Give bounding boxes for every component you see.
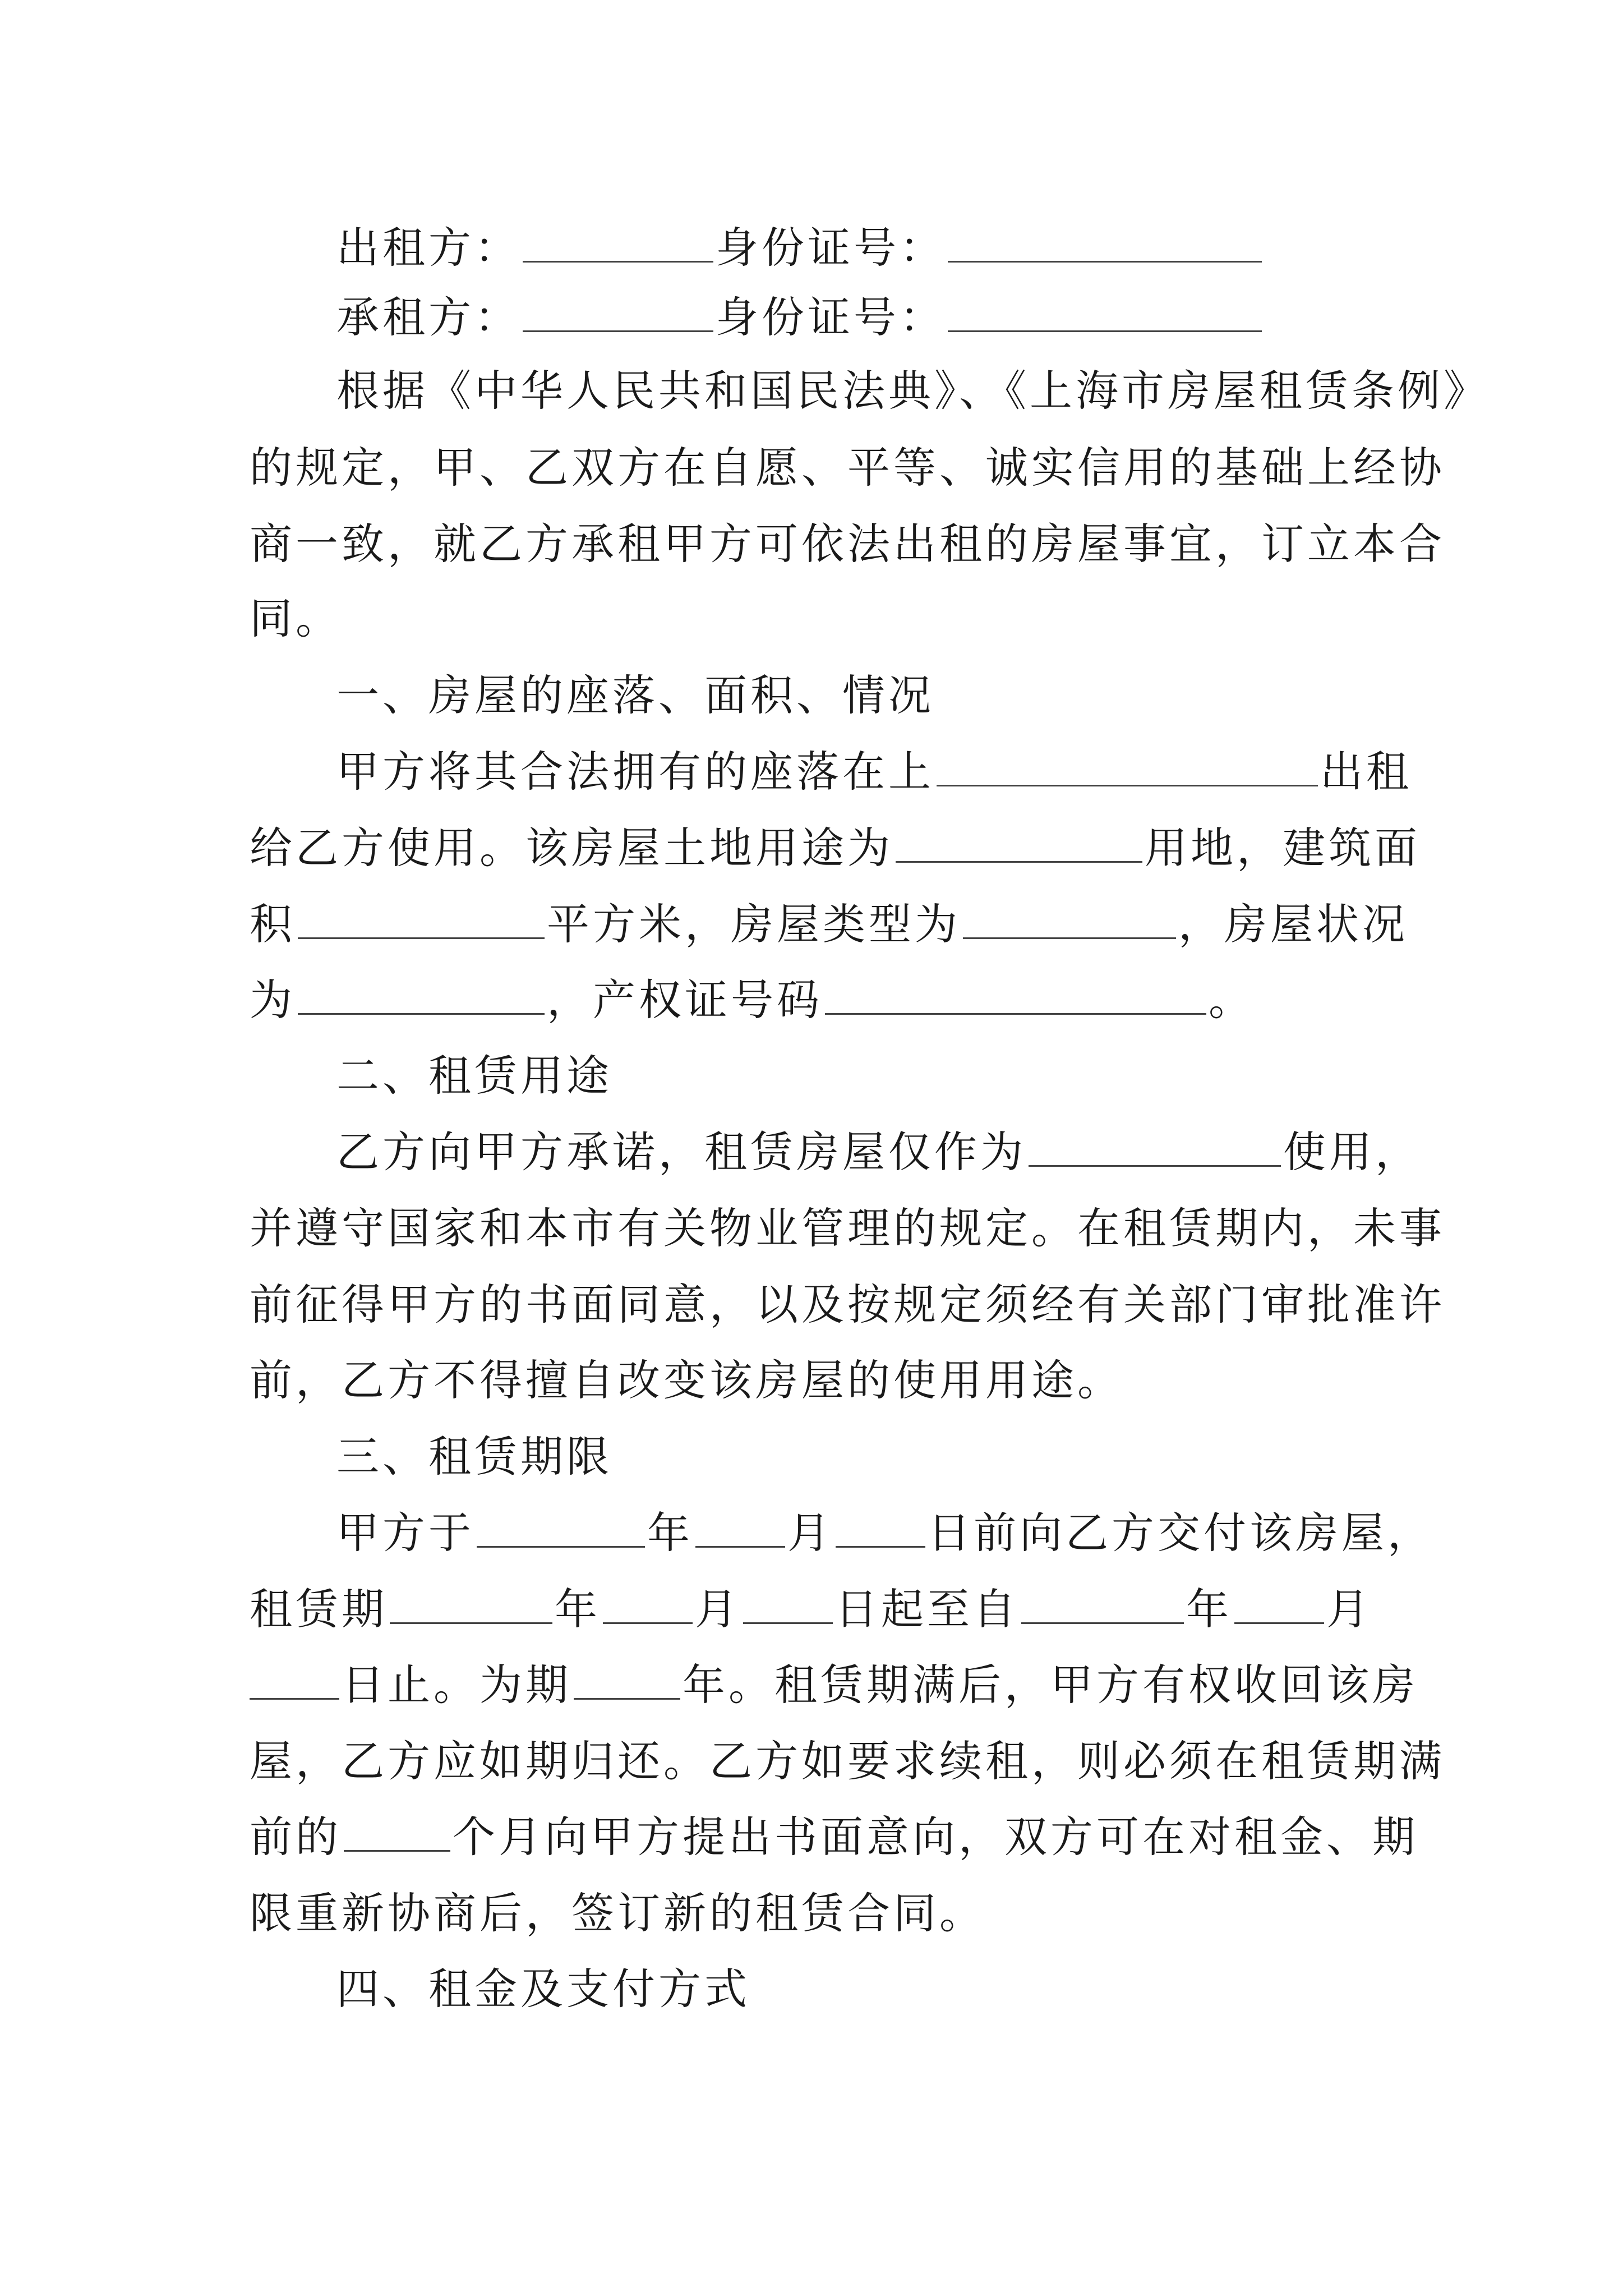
term-years-blank <box>574 1662 680 1700</box>
text-segment: 日前向乙方交付该房屋， <box>928 1508 1433 1558</box>
text-segment: ，产权证号码 <box>547 975 823 1025</box>
section1-line-1 <box>336 744 1514 800</box>
condition-blank <box>298 977 545 1015</box>
area-blank <box>298 901 545 939</box>
lessee-id-blank <box>948 295 1262 332</box>
text-segment: 为 <box>250 975 296 1025</box>
text-segment: 月 <box>1326 1584 1372 1634</box>
intro-line-2: 的规定，甲、乙双方在自愿、平等、诚实信用的基础上经协 <box>250 443 1445 493</box>
text-segment: 日止。为期 <box>342 1660 571 1710</box>
lessor-id-blank <box>948 225 1262 263</box>
text-segment: 乙方向甲方承诺，租赁房屋仅作为 <box>336 1127 1026 1177</box>
text-segment: 给乙方使用。该房屋土地用途为 <box>250 823 893 873</box>
lessee-name-blank <box>523 295 713 332</box>
text-segment: 租赁期 <box>250 1584 388 1634</box>
text-segment: 平方米，房屋类型为 <box>547 899 961 949</box>
intro-line-3: 商一致，就乙方承租甲方可依法出租的房屋事宜，订立本合 <box>250 519 1445 569</box>
notice-months-blank <box>344 1814 450 1852</box>
delivery-year-blank <box>477 1510 645 1548</box>
text-segment: ，房屋状况 <box>1178 899 1408 949</box>
text-segment: 个月向甲方提出书面意向，双方可在对租金、期 <box>453 1812 1418 1862</box>
text-segment: 积 <box>250 899 296 949</box>
lessor-id-label: 身份证号： <box>716 223 946 273</box>
text-segment: 年。租赁期满后，甲方有权收回该房 <box>683 1660 1418 1710</box>
end-month-blank <box>1234 1586 1324 1624</box>
start-year-blank <box>390 1586 552 1624</box>
lessee-label: 承租方： <box>336 292 520 342</box>
land-use-blank <box>896 825 1142 863</box>
text-segment: 月 <box>695 1584 741 1634</box>
section2-line-2: 并遵守国家和本市有关物业管理的规定。在租赁期内，未事 <box>250 1203 1445 1253</box>
usage-blank <box>1029 1129 1281 1167</box>
section1-line-3 <box>250 896 1427 953</box>
section1-line-4 <box>250 972 1427 1028</box>
text-segment: 月 <box>787 1508 833 1558</box>
section2-line-1 <box>336 1124 1514 1180</box>
section1-line-2 <box>250 820 1427 876</box>
text-segment: 前的 <box>250 1812 342 1862</box>
text-segment: 出租 <box>1320 747 1412 797</box>
section3-line-5 <box>250 1809 1427 1865</box>
section4-heading: 四、租金及支付方式 <box>336 1964 750 2014</box>
section3-heading: 三、租赁期限 <box>336 1432 612 1481</box>
end-year-blank <box>1021 1586 1184 1624</box>
text-segment: 日起至自 <box>835 1584 1019 1634</box>
section3-line-2 <box>250 1581 1427 1637</box>
intro-line-4: 同。 <box>250 593 342 643</box>
delivery-day-blank <box>836 1510 925 1548</box>
lessee-id-label: 身份证号： <box>716 292 946 342</box>
section3-line-4: 屋，乙方应如期归还。乙方如要求续租，则必须在租赁期满 <box>250 1736 1445 1786</box>
lessor-line <box>336 220 1514 276</box>
start-month-blank <box>603 1586 693 1624</box>
text-segment: 。 <box>1209 975 1255 1025</box>
text-segment: 年 <box>647 1508 693 1558</box>
delivery-month-blank <box>695 1510 785 1548</box>
end-day-blank <box>250 1662 339 1700</box>
section3-line-3 <box>250 1657 1427 1713</box>
text-segment: 使用， <box>1283 1127 1421 1177</box>
location-blank <box>937 749 1318 786</box>
lessor-name-blank <box>523 225 713 263</box>
text-segment: 年 <box>1186 1584 1232 1634</box>
text-segment: 用地，建筑面 <box>1145 823 1421 873</box>
start-day-blank <box>743 1586 833 1624</box>
section3-line-1 <box>336 1505 1514 1561</box>
section1-heading: 一、房屋的座落、面积、情况 <box>336 670 934 720</box>
text-segment: 甲方将其合法拥有的座落在上 <box>336 747 934 797</box>
text-segment: 甲方于 <box>336 1508 474 1558</box>
text-segment: 年 <box>555 1584 601 1634</box>
house-type-blank <box>963 901 1176 939</box>
section2-heading: 二、租赁用途 <box>336 1051 612 1101</box>
intro-line-1: 根据《中华人民共和国民法典》、《上海市房屋租赁条例》 <box>336 366 1490 416</box>
lessor-label: 出租方： <box>336 223 520 273</box>
section2-line-4: 前，乙方不得擅自改变该房屋的使用用途。 <box>250 1355 1123 1405</box>
section3-line-6: 限重新协商后，签订新的租赁合同。 <box>250 1888 985 1938</box>
certificate-number-blank <box>825 977 1206 1015</box>
section2-line-3: 前征得甲方的书面同意，以及按规定须经有关部门审批准许 <box>250 1280 1445 1329</box>
lessee-line <box>336 289 1514 346</box>
